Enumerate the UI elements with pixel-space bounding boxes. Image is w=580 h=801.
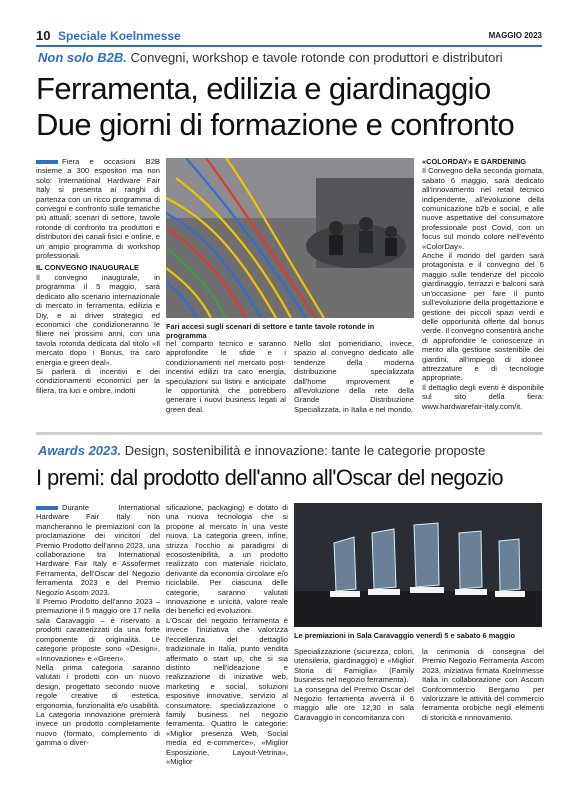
page-header — [36, 28, 542, 44]
article1-photo — [166, 158, 414, 318]
article2-col2-text: sificazione, packaging) e dotato di una nuova tecnologia che si propone al mercato in una veste nuova. La categoria green, infine, strizza l'occhio ai paradigmi di ecosostenibilità, a un prodotto realizzato con materiale riciclato, derivante da economia circolare e/o riciclabile. Per ciascuna delle categorie, saranno valutati innovazione e unicità, valore reale dei benefici ed evoluzioni. — [166, 503, 288, 616]
article1-col3-text: Nello slot pomeridiano, invece, spazio al convegno dedicato alle tendenze della moderna distribuzione specializzata dall'home improvement e all'evoluzione della rete della Grande Distribuzione Specializzata, in Italia e nel mondo. — [294, 339, 414, 414]
article1-kicker-rest: Convegni, workshop e tavole rotonde con produttori e distributori — [130, 50, 503, 65]
article2-col1-p3: Nella prima categoria saranno valutati i prodotti con un nuovo design, progettato secondo nuove regole creative di estetica, ergonomia, funzionalità e/o usabilità. La categoria innovazione premierà invece un prodotto completamente nuovo (formato, complemento di gamma o diver- — [36, 662, 160, 748]
article1-column-4 — [422, 157, 544, 411]
article2-col2-p2: L'Oscar del negozio ferramenta è invece l'iniziativa che valorizza l'eccellenza del dettaglio tradizionale in Italia, punto vendita affermato o start up, che si sia distinto nell'ideazione e realizzazione di iniziative web, marketing e social, soluzioni espositive innovative, servizio al consumatore, specializzazione o family business nel negozio ferramenta. Quattro le categorie: «Miglior presenza Web, Social media ed e-commerce», «Miglior Esposizione, Layout-Vetrina», «Miglior — [166, 615, 288, 766]
article2-col3-p2: La consegna del Premio Oscar del Negozio ferramenta avverrà il 6 maggio alle ore 12,30 in sala Caravaggio in concomitanza con — [294, 684, 414, 722]
article1-paragraph-3: Si parlerà di incentivi e dei condizionamenti economici per la filiera, tra luci e ombre, indotti — [36, 366, 160, 395]
article1-paragraph-2: Il convegno inaugurale, in programma il 5 maggio, sarà dedicato allo scenario internazionale di mercato in ferramenta, edilizia e Diy, e ai driver strategici ed economici che condizioneranno le filiere nei prossimi anni, con una tavola rotonda dedicata dal titolo «Il mercato dopo i Bonus, tra caro energia e green deal». — [36, 272, 160, 367]
article2-col3-text: Specializzazione (sicurezza, colori, utensileria, giardinaggio) e «Miglior Storia di Famiglia» (Family business nel negozio ferramenta). — [294, 647, 414, 685]
conference-photo-illustration — [166, 158, 414, 318]
article1-col4-p1: Il Convegno della seconda giornata, sabato 6 maggio, sarà dedicato all'innovamento nel retail tecnico indipendente, all'evoluzione della comunicazione b2b e social, e alle nuove aspettative del consumatore professionale post Covid, con un focus sul mondo colore nell'evento «ColorDay». — [422, 166, 544, 251]
article1-col4-p2: Anche il mondo del garden sarà protagonista e il convegno del 6 maggio sulle tendenze del piccolo giardinaggio, terrazzi e balconi sarà un'occasione per fare il punto sull'evoluzione della progettazione e gestione dei piccoli spazi verdi e delle opportunità offerte dal bonus verde. Il convegno consentirà anche di approfondire le conoscenze in merito alla gestione sostenibile dei giardini, all'impiego di idonee attrezzature e di tecnologie appropriate. — [422, 251, 545, 383]
page-number: 10 — [36, 28, 51, 43]
header-rule — [36, 45, 542, 47]
article2-kicker-rest: Design, sostenibilità e innovazione: tante le categorie proposte — [124, 443, 486, 458]
lead-marker — [36, 506, 58, 510]
article2-column-2 — [166, 503, 288, 766]
article1-column-2 — [166, 339, 286, 414]
article1-title-line1: Ferramenta, edilizia e giardinaggio — [36, 71, 491, 106]
article2-column-3 — [294, 647, 414, 722]
article2-column-4 — [422, 647, 544, 722]
article1-subhead-inaugural: IL CONVEGNO INAUGURALE — [36, 263, 139, 273]
article-separator — [36, 432, 542, 435]
article2-photo — [294, 503, 542, 627]
issue-date: MAGGIO 2023 — [488, 31, 542, 40]
article1-subhead-colorday: «COLORDAY» E GARDENING — [422, 157, 527, 166]
article2-col1-p1: Durante International Hardware Fair Italy non mancheranno le premiazioni con la proclamazione dei vincitori del Premio Prodotto dell'anno 2023, una collaborazione tra International Hardware Fair Italy e Assofermet Ferramenta, dell'Oscar del Negozio ferramenta 2023 e del Premio Negozio Ascom 2023. — [36, 503, 160, 597]
article2-photo-caption: Le premiazioni in Sala Caravaggio venerdì 5 e sabato 6 maggio — [294, 631, 515, 640]
article1-column-3 — [294, 339, 414, 414]
awards-trophies-illustration — [294, 503, 542, 627]
article1-title-line2: Due giorni di formazione e confronto — [36, 107, 515, 142]
article1-intro: Fiera e occasioni B2B insieme a 300 espositori ma non solo: International Hardware Fair Italy si presenta ai ranghi di partenza con un ricco programma di convegni e confronto sulle tematiche più attuali: scenari di settore, tavole rotonde di confronto tra produttori e distributori dei canali fisici e online, e un ampio programma di workshop professionali. — [36, 157, 160, 261]
article2-col4-text: la cerimonia di consegna del Premio Negozio Ferramenta Ascom 2023, iniziativa firmata Koelnmesse Italia in collaborazione con Ascom Confcommercio Bergamo per valorizzare le attività del commercio ferramenta orobiche negli elementi di storicità e rinnovamento. — [422, 647, 544, 722]
article1-kicker-strong: Non solo B2B. — [38, 50, 127, 65]
article1-col4-p3: Il dettaglio degli eventi è disponibile sul sito della fiera: www.hardwarefair-italy.com/it. — [422, 382, 544, 411]
article2-title: I premi: dal prodotto dell'anno all'Oscar del negozio — [36, 465, 504, 490]
article1-col2-text: nel comparto tecnico e saranno approfondite le sfide e i condizionamenti nel mercato post-incentivi edilizi tra caro energia, speculazioni sui listini e anticipate le opportunità che potrebbero generare i nuovi business legati al green deal. — [166, 339, 286, 414]
article1-column-1 — [36, 157, 160, 395]
article2-kicker — [38, 443, 485, 458]
article2-col1-p2: Il Premio Prodotto dell'anno 2023 – premiazione il 5 maggio ore 17 nella sala Caravaggio – è riservato a prodotti caratterizzati da una forte componente di originalità. Le categorie proposte sono «Design», «Innovazione» e «Green». — [36, 597, 160, 663]
article1-photo-caption: Fari accesi sugli scenari di settore e tante tavole rotonde in programma — [166, 322, 375, 340]
article2-kicker-strong: Awards 2023. — [38, 443, 122, 458]
lead-marker — [36, 160, 58, 164]
article1-kicker — [38, 50, 503, 65]
article2-column-1 — [36, 503, 160, 748]
section-label: Speciale Koelnmesse — [58, 29, 181, 43]
